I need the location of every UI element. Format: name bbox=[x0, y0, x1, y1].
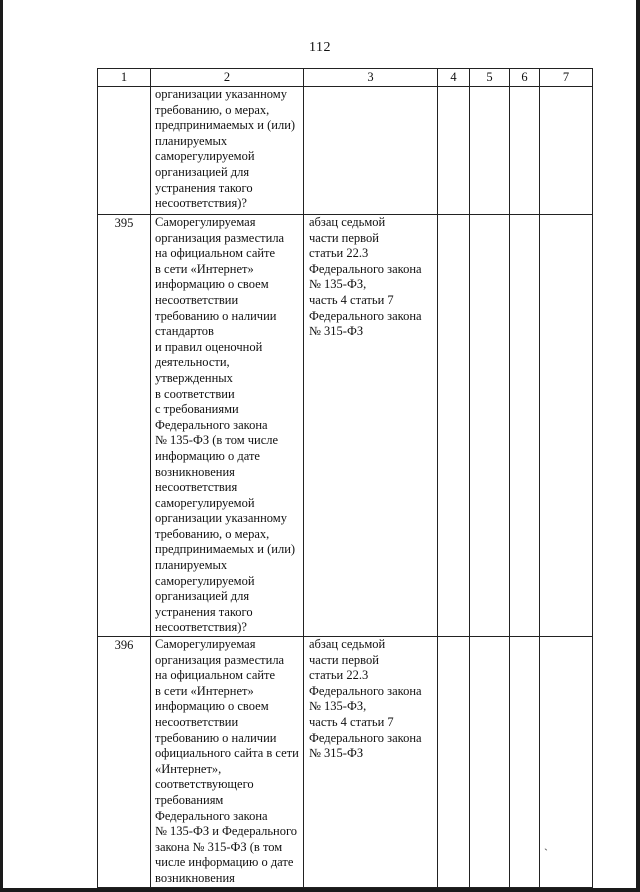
table-row bbox=[98, 87, 593, 215]
cell-text-line: возникновения bbox=[155, 464, 235, 479]
cell-text-line: требованию о наличии bbox=[155, 308, 277, 323]
cell-text-line: требованию о наличии bbox=[155, 730, 277, 745]
cell-text-line: организация разместила bbox=[155, 652, 285, 667]
cell-text-line: деятельности, bbox=[155, 355, 230, 370]
question-cell bbox=[151, 87, 304, 215]
cell-text-line: предпринимаемых и (или) bbox=[155, 542, 296, 557]
cell-text-line: официального сайта в сети bbox=[155, 746, 299, 761]
empty-cell bbox=[540, 215, 593, 637]
cell-text-line: планируемых bbox=[155, 558, 228, 573]
cell-text-line: предпринимаемых и (или) bbox=[155, 118, 296, 133]
header-row bbox=[98, 69, 593, 87]
cell-text-line: планируемых bbox=[155, 133, 228, 148]
cell-text-line: статьи 22.3 bbox=[309, 668, 369, 683]
cell-text-line: информацию о дате bbox=[155, 448, 260, 463]
row-number: 395 bbox=[98, 215, 151, 637]
cell-text-line: № 135-ФЗ (в том числе bbox=[155, 433, 279, 448]
empty-cell bbox=[510, 87, 540, 215]
cell-text-line: с требованиями bbox=[155, 402, 239, 417]
cell-text-line: саморегулируемой bbox=[155, 149, 255, 164]
question-cell bbox=[151, 215, 304, 637]
cell-text-line: соответствующего bbox=[155, 777, 254, 792]
question-cell bbox=[151, 637, 304, 888]
page-number: 112 bbox=[309, 40, 331, 55]
checklist-table bbox=[97, 68, 593, 888]
cell-text-line: № 315-ФЗ bbox=[309, 746, 364, 761]
cell-text-line: несоответствия)? bbox=[155, 620, 247, 635]
reference-cell bbox=[304, 87, 438, 215]
cell-text-line: Федерального закона bbox=[155, 808, 268, 823]
cell-text-line: и правил оценочной bbox=[155, 339, 263, 354]
cell-text-line: Федерального закона bbox=[309, 261, 422, 276]
cell-text-line: Саморегулируемая bbox=[155, 215, 256, 229]
cell-text-line: числе информацию о дате bbox=[155, 855, 294, 870]
row-number: 396 bbox=[98, 637, 151, 888]
cell-text-line: устранения такого bbox=[155, 180, 253, 195]
cell-text-line: № 135-ФЗ, bbox=[309, 699, 367, 714]
cell-text-line: статьи 22.3 bbox=[309, 246, 369, 261]
cell-text-line: закона № 315-ФЗ (в том bbox=[155, 839, 283, 854]
cell-text-line: несоответствия)? bbox=[155, 196, 247, 211]
cell-text-line: № 315-ФЗ bbox=[309, 324, 364, 339]
cell-text-line: части первой bbox=[309, 230, 379, 245]
reference-cell bbox=[304, 637, 438, 888]
cell-text-line: в сети «Интернет» bbox=[155, 683, 254, 698]
reference-cell bbox=[304, 215, 438, 637]
cell-text-line: утвержденных bbox=[155, 370, 233, 385]
cell-text-line: № 135-ФЗ, bbox=[309, 277, 367, 292]
cell-text-line: Федерального закона bbox=[309, 683, 422, 698]
row-number bbox=[98, 87, 151, 215]
empty-cell bbox=[510, 215, 540, 637]
cell-text-line: часть 4 статьи 7 bbox=[309, 715, 394, 729]
cell-text-line: несоответствии bbox=[155, 715, 239, 729]
cell-text-line: требованию, о мерах, bbox=[155, 526, 270, 541]
cell-text-line: «Интернет», bbox=[155, 761, 222, 776]
scan-edge-bottom bbox=[0, 888, 640, 892]
cell-text-line: стандартов bbox=[155, 324, 214, 339]
cell-text-line: № 135-ФЗ и Федерального bbox=[155, 824, 298, 839]
cell-text-line: саморегулируемой bbox=[155, 495, 255, 510]
cell-text-line: организации указанному bbox=[155, 87, 287, 101]
cell-text-line: на официальном сайте bbox=[155, 246, 276, 261]
header-col-4: 4 bbox=[438, 69, 470, 87]
cell-text-line: организацией для bbox=[155, 589, 250, 604]
cell-text-line: требованию, о мерах, bbox=[155, 102, 270, 117]
empty-cell bbox=[470, 637, 510, 888]
table-row bbox=[98, 215, 593, 637]
empty-cell bbox=[438, 215, 470, 637]
empty-cell bbox=[470, 215, 510, 637]
cell-text-line: организация разместила bbox=[155, 230, 285, 245]
table-row bbox=[98, 637, 593, 888]
cell-text-line: организацией для bbox=[155, 164, 250, 179]
cell-text-line: части первой bbox=[309, 652, 379, 667]
cell-text-line: часть 4 статьи 7 bbox=[309, 292, 394, 307]
cell-text-line: саморегулируемой bbox=[155, 573, 255, 588]
header-col-2: 2 bbox=[151, 69, 304, 87]
empty-cell bbox=[470, 87, 510, 215]
cell-text-line: Федерального закона bbox=[309, 730, 422, 745]
cell-text-line: организации указанному bbox=[155, 511, 287, 526]
header-col-6: 6 bbox=[510, 69, 540, 87]
cell-text-line: Федерального закона bbox=[155, 417, 268, 432]
empty-cell bbox=[438, 87, 470, 215]
header-col-7: 7 bbox=[540, 69, 593, 87]
cell-text-line: абзац седьмой bbox=[309, 637, 386, 652]
cell-text-line: Саморегулируемая bbox=[155, 637, 256, 652]
cell-text-line: на официальном сайте bbox=[155, 668, 276, 683]
cell-text-line: Федерального закона bbox=[309, 308, 422, 323]
cell-text-line: абзац седьмой bbox=[309, 215, 386, 229]
empty-cell bbox=[510, 637, 540, 888]
cell-text-line: требованиям bbox=[155, 792, 224, 807]
empty-cell bbox=[438, 637, 470, 888]
scan-mark: ` bbox=[544, 846, 548, 860]
header-col-1: 1 bbox=[98, 69, 151, 87]
cell-text-line: несоответствии bbox=[155, 292, 239, 307]
cell-text-line: в соответствии bbox=[155, 386, 235, 401]
empty-cell bbox=[540, 87, 593, 215]
header-col-5: 5 bbox=[470, 69, 510, 87]
cell-text-line: устранения такого bbox=[155, 604, 253, 619]
scan-edge-right bbox=[636, 0, 640, 892]
cell-text-line: информацию о своем bbox=[155, 699, 269, 714]
cell-text-line: возникновения bbox=[155, 870, 235, 885]
header-col-3: 3 bbox=[304, 69, 438, 87]
scan-edge-left bbox=[0, 0, 3, 892]
cell-text-line: несоответствия bbox=[155, 480, 238, 495]
cell-text-line: информацию о своем bbox=[155, 277, 269, 292]
cell-text-line: в сети «Интернет» bbox=[155, 261, 254, 276]
